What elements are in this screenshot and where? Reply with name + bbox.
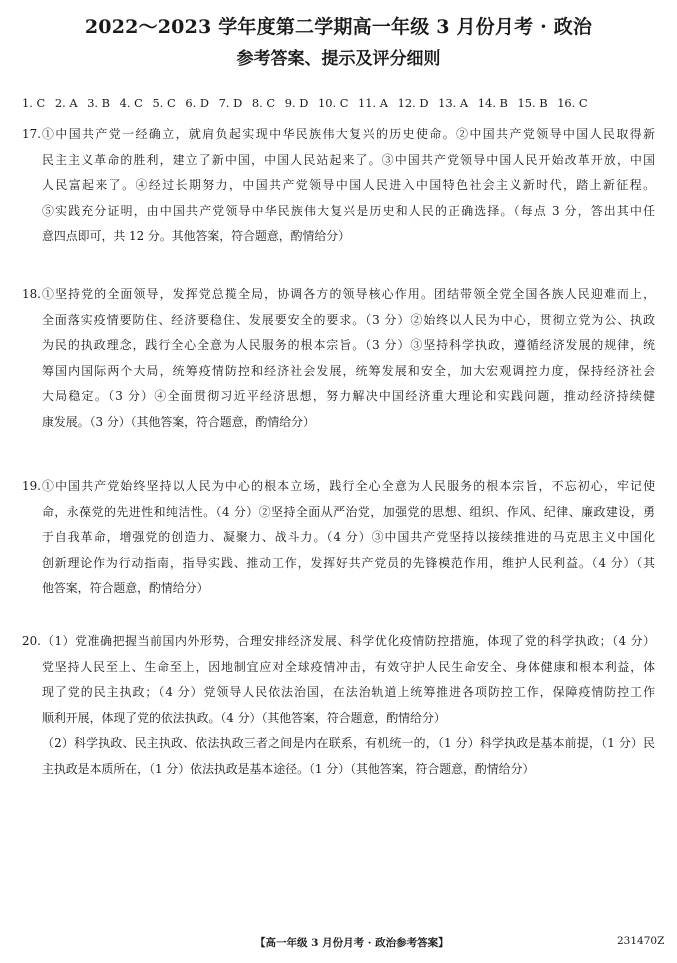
question-number: 20.	[22, 634, 41, 648]
answer-item: 8. C	[251, 96, 276, 110]
answer-line: 于自我革命，增强党的创造力、凝聚力、战斗力。（4 分）③中国共产党坚持以接续推进的马克思主义中国化	[42, 530, 655, 544]
answer-line: ①中国共产党始终坚持以人民为中心的根本立场，践行全心全意为人民服务的根本宗旨，不忘初心，牢记使	[42, 479, 655, 493]
footer-label: 【高一年级 3 月份月考 · 政治参考答案】	[255, 937, 449, 949]
page-subtitle: 参考答案、提示及评分细则	[236, 49, 441, 69]
answer-line: ①中国共产党一经确立，就肩负起实现中华民族伟大复兴的历史使命。②中国共产党领导中国人民取得新	[42, 127, 655, 141]
answer-item: 6. D	[185, 96, 209, 110]
answer-item: 10. C	[317, 96, 349, 110]
answer-line: （1）党准确把握当前国内外形势，合理安排经济发展、科学优化疫情防控措施，体现了党的科学执政；（4 分）	[42, 634, 655, 648]
answer-line: 他答案，符合题意，酌情给分）	[42, 581, 209, 595]
answer-line: 主执政是本质所在，（1 分）依法执政是基本途径。（1 分）（其他答案，符合题意，酌情给分）	[42, 761, 535, 776]
answer-line: 顺利开展，体现了党的依法执政。（4 分）（其他答案，符合题意，酌情给分）	[42, 710, 446, 725]
answer-line: 意四点即可，共 12 分。其他答案，符合题意，酌情给分）	[42, 229, 351, 243]
answer-line: 党坚持人民至上、生命至上，因地制宜应对全球疫情冲击，有效守护人民生命安全、身体健康和根本利益，体	[42, 659, 655, 674]
answer-line: （2）科学执政、民主执政、依法执政三者之间是内在联系，有机统一的，（1 分）科学执政是基本前提，（1 分）民	[42, 736, 655, 750]
answer-item: 4. C	[119, 96, 143, 110]
answer-line: 为民的执政理念，践行全心全意为人民服务的根本宗旨。（3 分）③坚持科学执政，遵循经济发展的规律，统	[42, 338, 655, 352]
answer-item: 1. C	[22, 96, 46, 110]
question-17-answer	[22, 122, 655, 250]
question-20-answer	[22, 629, 655, 782]
question-number: 18.	[22, 287, 41, 301]
answer-item: 9. D	[284, 96, 309, 110]
question-18-answer	[22, 282, 655, 435]
answer-line: 康发展。（3 分）（其他答案，符合题意，酌情给分）	[42, 414, 315, 429]
answer-line: 命，永葆党的先进性和纯洁性。（4 分）②坚持全面从严治党，加强党的思想、组织、作风、纪律、廉政建设，勇	[42, 504, 655, 519]
page-title: 2022～2023 学年度第二学期高一年级 3 月份月考 · 政治	[84, 16, 593, 38]
answer-item: 12. D	[397, 96, 429, 110]
answer-line: 全面落实疫情要防住、经济要稳住、发展要安全的要求。（3 分）②始终以人民为中心，贯彻立党为公、执政	[42, 312, 655, 327]
answer-item: 5. C	[152, 96, 176, 110]
answer-line: 筹国内国际两个大局，统筹疫情防控和经济社会发展，统筹发展和安全，加大宏观调控力度，保持经济社会	[42, 363, 655, 378]
answer-item: 16. C	[557, 96, 588, 110]
answer-item: 3. B	[87, 96, 111, 110]
answer-line: ⑤实践充分证明，由中国共产党领导中华民族伟大复兴是历史和人民的正确选择。（每点 3 分，答出其中任	[42, 203, 655, 218]
multiple-choice-answers	[22, 96, 662, 110]
answer-line: 现了党的民主执政；（4 分）党领导人民依法治国，在法治轨道上统筹推进各项防控工作，保障疫情防控工作	[42, 685, 655, 699]
answer-line: 民主主义革命的胜利，建立了新中国，中国人民站起来了。③中国共产党领导中国人民开始改革开放，中国	[42, 152, 655, 167]
answer-item: 14. B	[477, 96, 508, 110]
question-number: 17.	[22, 127, 41, 141]
question-number: 19.	[22, 479, 41, 493]
answer-item: 11. A	[358, 96, 388, 110]
question-19-answer	[22, 474, 655, 602]
footer-code: 231470Z	[617, 935, 665, 947]
answer-item: 13. A	[438, 96, 469, 110]
answer-item: 7. D	[218, 96, 243, 110]
answer-item: 15. B	[517, 96, 548, 110]
answer-line: 大局稳定。（3 分）④全面贯彻习近平经济思想，努力解决中国经济重大理论和实践问题，推动经济持续健	[42, 389, 655, 403]
answer-line: ①坚持党的全面领导，发挥党总揽全局，协调各方的领导核心作用。团结带领全党全国各族人民迎难而上，	[42, 287, 655, 301]
answer-line: 创新理论作为行动指南，指导实践、推动工作，发挥好共产党员的先锋模范作用，维护人民利益。（4 分）（其	[42, 555, 655, 570]
answer-item: 2. A	[54, 96, 78, 110]
answer-line: 人民富起来了。④经过长期努力，中国共产党领导中国人民进入中国特色社会主义新时代，踏上新征程。	[42, 178, 655, 192]
